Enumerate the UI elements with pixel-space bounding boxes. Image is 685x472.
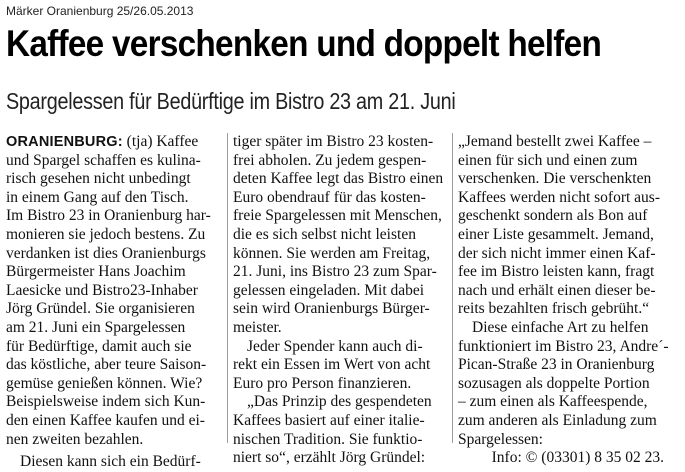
text-line: meister. xyxy=(233,318,282,336)
source-line: Märker Oranienburg 25/26.05.2013 xyxy=(6,4,194,18)
text-line: deten Kaffee legt das Bistro einen xyxy=(233,170,444,188)
text-line: Beispielsweise indem sich Kun- xyxy=(6,393,206,411)
text-line: „Das Prinzip des gespendeten xyxy=(247,393,432,411)
text-line: gemüse genießen können. Wie? xyxy=(6,374,203,392)
text-line: reits bezahlten frisch gebrüht.“ xyxy=(458,300,650,318)
text-line: Diese einfache Art zu helfen xyxy=(472,318,649,336)
text-line: tiger später im Bistro 23 kosten- xyxy=(233,133,434,150)
text-line: das köstliche, aber teure Saison- xyxy=(6,356,207,374)
text-line: Spargelessen: xyxy=(458,430,543,448)
text-line: – zum einen als Kaffeespende, xyxy=(458,393,648,411)
text-line: nach und erhält einen dieser be- xyxy=(458,281,656,299)
text-line: monieren sie jedoch bestens. Zu xyxy=(6,225,206,243)
text-line: Bürgermeister Hans Joachim xyxy=(6,263,186,281)
article-column-1 xyxy=(6,133,224,472)
text-line: Im Bistro 23 in Oranienburg har- xyxy=(6,207,211,225)
text-line: rekt ein Essen im Wert von acht xyxy=(233,356,431,374)
info-line: Info: © (03301) 8 35 02 23. xyxy=(491,449,664,467)
text-line: Pican-Straße 23 in Oranienburg xyxy=(458,356,655,374)
text-line: den einen Kaffee kaufen und ei- xyxy=(6,411,205,429)
dateline: ORANIENBURG: xyxy=(6,134,123,150)
text-line: Euro obendrauf für das kosten- xyxy=(233,188,426,206)
text-line: 21. Juni, ins Bistro 23 zum Spar- xyxy=(233,263,437,281)
text-line xyxy=(6,133,224,152)
text-line: risch gesehen nicht unbedingt xyxy=(6,170,191,188)
text-line: funktioniert im Bistro 23, Andre´- xyxy=(458,337,669,355)
column-divider xyxy=(227,133,228,443)
text-line: „Jemand bestellt zwei Kaffee – xyxy=(458,133,652,150)
text-line: der sich nicht immer einen Kaf- xyxy=(458,244,656,262)
text-line: frei abholen. Zu jedem gespen- xyxy=(233,151,427,169)
text-line: geschenkt sondern als Bon auf xyxy=(458,207,648,225)
text-line: zum anderen als Einladung zum xyxy=(458,411,657,429)
text-line: Jeder Spender kann auch di- xyxy=(247,337,423,355)
text-line: gelessen eingeladen. Mit dabei xyxy=(233,281,425,299)
text-line: einen für sich und einen zum xyxy=(458,151,638,169)
article-column-2 xyxy=(233,133,451,468)
text-line: sozusagen als doppelte Portion xyxy=(458,374,650,392)
text-line: Kaffees werden nicht sofort aus- xyxy=(458,188,660,206)
text-line: nischen Tradition. Sie funktio- xyxy=(233,430,423,448)
column-divider xyxy=(452,133,453,443)
text-line-body: (tja) Kaffee xyxy=(122,133,199,150)
text-line: niert so“, erzählt Jörg Gründel: xyxy=(233,449,426,467)
text-line: verdanken ist dies Oranienburgs xyxy=(6,244,206,262)
text-line: Jörg Gründel. Sie organisieren xyxy=(6,300,195,318)
text-line: und Spargel schaffen es kulina- xyxy=(6,151,201,169)
text-line: in einem Gang auf den Tisch. xyxy=(6,188,189,206)
headline: Kaffee verschenken und doppelt helfen xyxy=(6,23,602,64)
subheadline: Spargelessen für Bedürftige im Bistro 23 am 21. Juni xyxy=(6,88,456,114)
text-line: Diesen kann sich ein Bedürf- xyxy=(20,453,201,471)
text-line: freie Spargelessen mit Menschen, xyxy=(233,207,442,225)
text-line: verschenken. Die verschenkten xyxy=(458,170,652,188)
text-line: für Bedürftige, damit auch sie xyxy=(6,337,192,355)
text-line: Kaffees basiert auf einer italie- xyxy=(233,411,425,429)
text-line: können. Sie werden am Freitag, xyxy=(233,244,431,262)
text-line: am 21. Juni ein Spargelessen xyxy=(6,318,186,336)
text-line: fee im Bistro leisten kann, fragt xyxy=(458,263,655,281)
text-line: sein wird Oranienburgs Bürger- xyxy=(233,300,430,318)
text-line: nen zweiten bezahlen. xyxy=(6,430,144,448)
text-line: die es sich selbst nicht leisten xyxy=(233,225,416,243)
article-column-3 xyxy=(458,133,680,468)
text-line: Euro pro Person finanzieren. xyxy=(233,374,412,392)
text-line: Laesicke und Bistro23-Inhaber xyxy=(6,281,198,299)
text-line: einer Liste gesammelt. Jemand, xyxy=(458,225,654,243)
